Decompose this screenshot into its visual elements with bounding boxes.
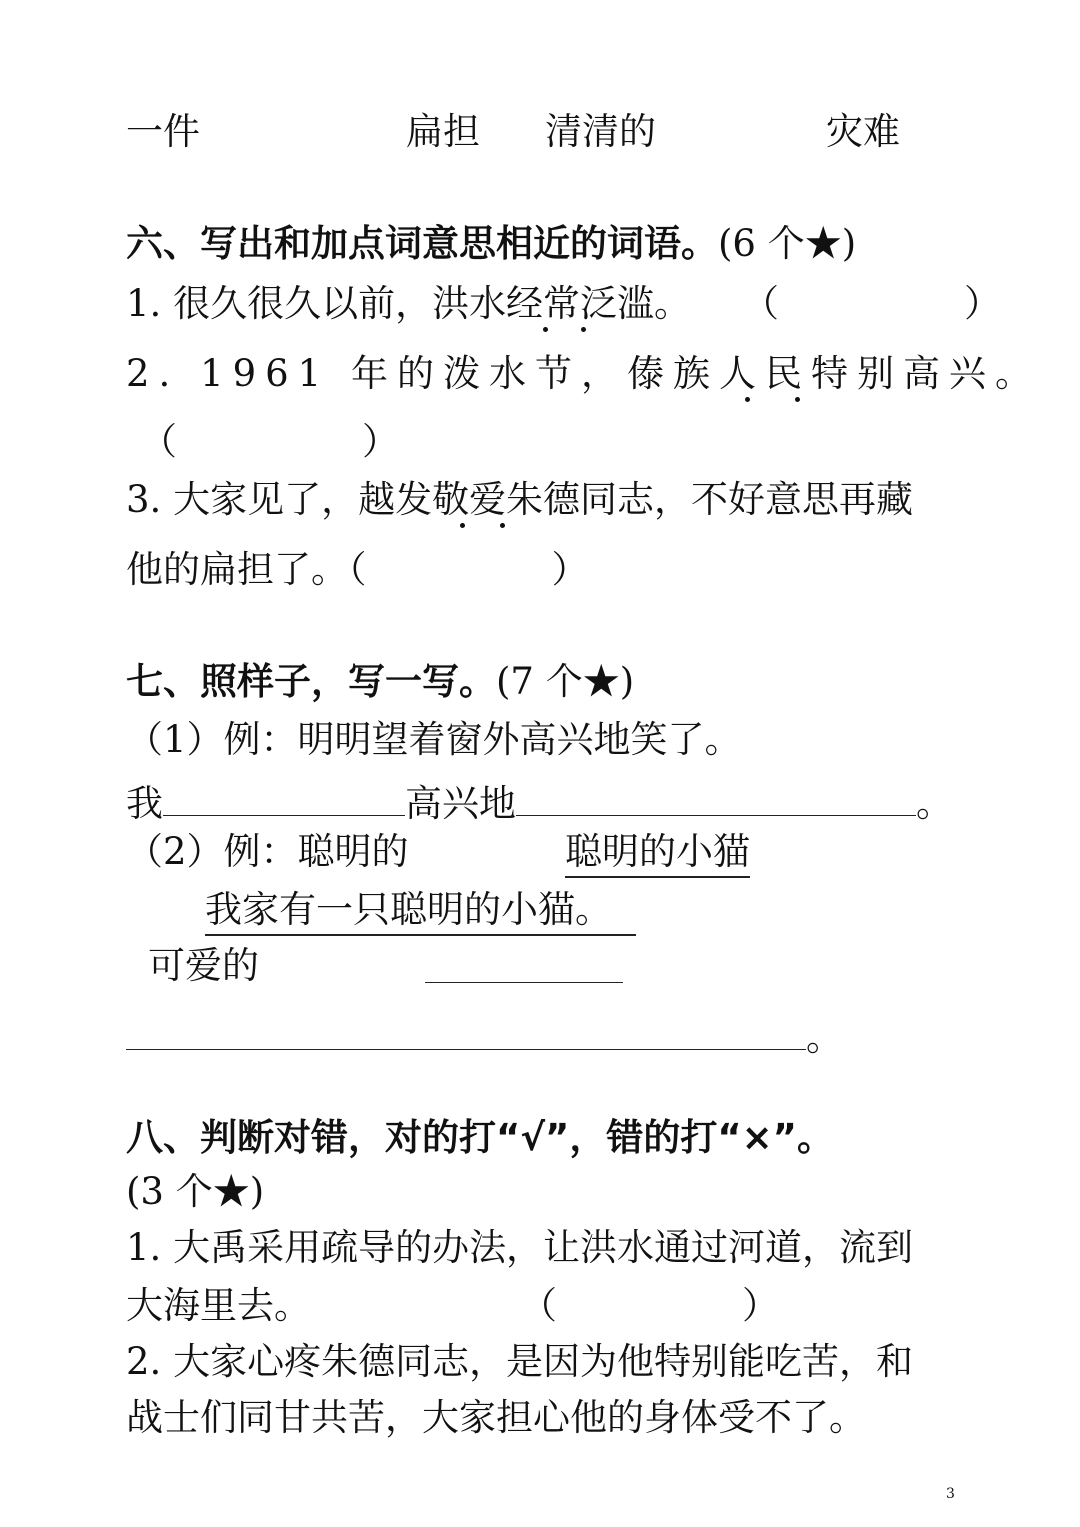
s7-example-1: （1）例：明明望着窗外高兴地笑了。 [126,718,742,761]
section-7-title: 七、照样子，写一写。 [126,660,496,703]
s6-q2: 2. 1961 年的泼水节，傣族人民特别高兴。 [126,352,1041,395]
s7-ex1-fill-line [126,776,953,826]
emphasis-dot [460,523,465,528]
emphasis-dot [795,397,800,402]
s7-example-2-sentence: 我家有一只聪明的小猫。 [205,888,636,936]
page-number: 3 [946,1486,955,1502]
emphasis-dot [543,327,548,332]
s6-q1-answer-paren[interactable]: （ ） [742,282,1001,325]
s8-q1-line2: 大海里去。 [126,1284,311,1327]
s8-q1-line1: 1. 大禹采用疏导的办法，让洪水通过河道，流到 [126,1226,914,1269]
s7-ex1-blank-2[interactable] [516,776,916,816]
s7-phrase-blank[interactable] [425,942,623,983]
s7-ex1-period: 。 [916,781,953,825]
section-6-heading [126,222,856,266]
s7-sentence-blank[interactable] [126,1010,806,1050]
emphasis-dot [500,523,505,528]
word-qingqingde: 清清的 [545,110,656,153]
s7-ex1-word-gaoxingde: 高兴地 [405,781,516,825]
section-6-title: 六、写出和加点词意思相近的词语。 [126,222,718,265]
word-yijian: 一件 [126,110,200,153]
emphasis-dot [745,397,750,402]
s7-sentence-period: 。 [806,1015,843,1059]
section-8-heading: 八、判断对错，对的打“√”，错的打“×”。 [126,1116,834,1159]
s7-sentence-fill-line [126,1010,843,1060]
word-zainan: 灾难 [826,110,900,153]
s6-q3-line2-text: 他的扁担了。 [126,548,348,591]
s7-example-2-label: （2）例：聪明的 [126,830,409,873]
section-8-stars: (3 个★) [126,1170,265,1213]
s6-q2-answer-paren[interactable]: （ ） [140,420,399,463]
s8-q1-answer-paren[interactable]: （ ） [520,1284,779,1327]
s6-q3-line2 [126,548,589,592]
s8-q2-line2: 战士们同甘共苦，大家担心他的身体受不了。 [126,1396,866,1439]
s8-q2-line1: 2. 大家心疼朱德同志，是因为他特别能吃苦，和 [126,1340,914,1383]
word-biandan: 扁担 [406,110,480,153]
section-6-stars: (6 个★) [718,222,857,265]
emphasis-dot [581,327,586,332]
s7-ex1-blank-1[interactable] [163,776,405,816]
section-7-stars: (7 个★) [496,660,635,703]
s6-q1: 1. 很久很久以前，洪水经常泛滥。 [126,282,692,325]
section-7-heading [126,660,634,704]
s7-ex1-word-wo: 我 [126,781,163,825]
s7-word-keaide: 可爱的 [148,944,259,987]
s7-example-2-phrase: 聪明的小猫 [565,830,750,878]
s6-q3-answer-paren[interactable]: （ ） [348,548,589,591]
s6-q3-line1: 3. 大家见了，越发敬爱朱德同志，不好意思再藏 [126,478,914,521]
